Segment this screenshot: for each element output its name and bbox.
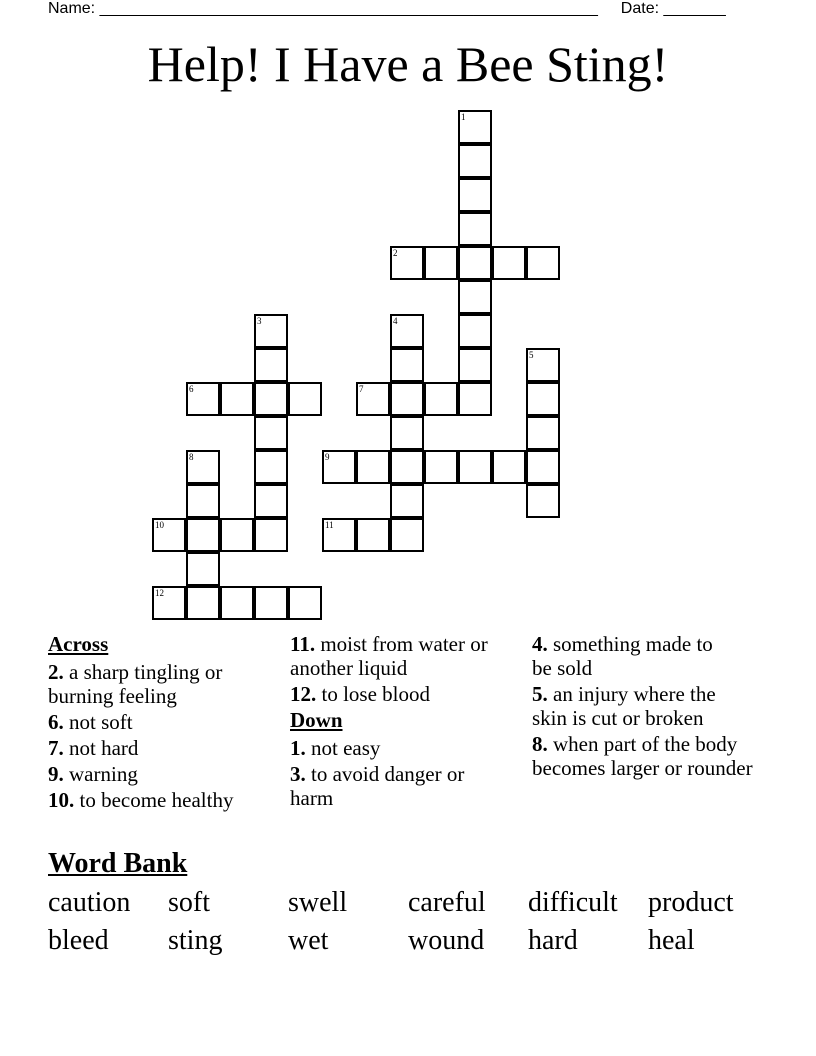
crossword-cell[interactable]: [526, 348, 560, 382]
crossword-cell[interactable]: [254, 586, 288, 620]
crossword-cell[interactable]: [458, 314, 492, 348]
crossword-cell[interactable]: [458, 212, 492, 246]
clue-across-11: 11. moist from water or another liquid: [290, 632, 488, 680]
crossword-cell[interactable]: [152, 518, 186, 552]
down-heading: Down: [290, 708, 343, 732]
crossword-cell[interactable]: [186, 450, 220, 484]
crossword-cell[interactable]: [254, 484, 288, 518]
crossword-cell[interactable]: [458, 382, 492, 416]
clue-number: 5: [529, 350, 534, 360]
clue-number: 6: [189, 384, 194, 394]
crossword-cell[interactable]: [390, 348, 424, 382]
word-bank-title: Word Bank: [48, 848, 188, 879]
crossword-cell[interactable]: [390, 416, 424, 450]
clue-across-9: 9. warning: [48, 762, 138, 786]
word-bank-word: caution: [48, 887, 131, 918]
crossword-cell[interactable]: [186, 552, 220, 586]
word-bank-word: careful: [408, 887, 486, 918]
clue-number: 11: [325, 520, 334, 530]
crossword-cell[interactable]: [458, 246, 492, 280]
name-blank[interactable]: ________________________________________________________: [99, 0, 598, 17]
word-bank-word: wound: [408, 925, 485, 956]
crossword-cell[interactable]: [186, 586, 220, 620]
word-bank-word: difficult: [528, 887, 618, 918]
crossword-cell[interactable]: [322, 518, 356, 552]
clue-number: 9: [325, 452, 330, 462]
page-title: Help! I Have a Bee Sting!: [147, 36, 669, 92]
crossword-cell[interactable]: [186, 484, 220, 518]
crossword-cell[interactable]: [390, 518, 424, 552]
crossword-cell[interactable]: [322, 450, 356, 484]
crossword-cell[interactable]: [526, 484, 560, 518]
crossword-cell[interactable]: [356, 518, 390, 552]
crossword-cell[interactable]: [152, 586, 186, 620]
crossword-cell[interactable]: [424, 246, 458, 280]
crossword-cell[interactable]: [254, 416, 288, 450]
crossword-cell[interactable]: [356, 382, 390, 416]
crossword-cell[interactable]: [492, 450, 526, 484]
word-bank-word: product: [648, 887, 734, 918]
clue-number: 4: [393, 316, 398, 326]
word-bank-word: soft: [168, 887, 210, 918]
crossword-cell[interactable]: [526, 246, 560, 280]
crossword-cell[interactable]: [186, 518, 220, 552]
word-bank-word: bleed: [48, 925, 109, 956]
clues-column-1: [48, 632, 280, 814]
crossword-cell[interactable]: [526, 450, 560, 484]
clue-down-1: 1. not easy: [290, 736, 381, 760]
clues-column-2: [290, 632, 512, 812]
crossword-cell[interactable]: [390, 450, 424, 484]
crossword-cell[interactable]: [254, 382, 288, 416]
clue-number: 2: [393, 248, 398, 258]
word-bank-word: wet: [288, 925, 329, 956]
clue-across-2: 2. a sharp tingling or burning feeling: [48, 660, 223, 708]
word-bank-row: [48, 884, 768, 922]
crossword-cell[interactable]: [492, 246, 526, 280]
word-bank-word: sting: [168, 925, 223, 956]
crossword-cell[interactable]: [220, 382, 254, 416]
clue-number: 1: [461, 112, 466, 122]
date-label: Date:: [620, 0, 660, 17]
crossword-cell[interactable]: [356, 450, 390, 484]
clue-down-3: 3. to avoid danger or harm: [290, 762, 465, 810]
clue-down-4: 4. something made to be sold: [532, 632, 713, 680]
crossword-cell[interactable]: [390, 484, 424, 518]
crossword-cell[interactable]: [186, 382, 220, 416]
word-bank-word: heal: [648, 925, 695, 956]
name-label: Name:: [48, 0, 96, 17]
crossword-cell[interactable]: [220, 518, 254, 552]
clue-number: 8: [189, 452, 194, 462]
clue-across-7: 7. not hard: [48, 736, 139, 760]
clue-across-12: 12. to lose blood: [290, 682, 430, 706]
crossword-cell[interactable]: [424, 382, 458, 416]
crossword-cell[interactable]: [458, 280, 492, 314]
crossword-cell[interactable]: [288, 586, 322, 620]
clue-across-10: 10. to become healthy: [48, 788, 234, 812]
clue-down-8: 8. when part of the body becomes larger or rounder: [532, 732, 753, 780]
word-bank-word: hard: [528, 925, 578, 956]
crossword-cell[interactable]: [458, 178, 492, 212]
date-blank[interactable]: _______: [663, 0, 726, 17]
clues-column-3: [532, 632, 772, 782]
crossword-cell[interactable]: [458, 348, 492, 382]
clue-number: 12: [155, 588, 164, 598]
crossword-cell[interactable]: [526, 416, 560, 450]
crossword-cell[interactable]: [458, 110, 492, 144]
clue-number: 7: [359, 384, 364, 394]
clue-across-6: 6. not soft: [48, 710, 133, 734]
clue-number: 10: [155, 520, 164, 530]
crossword-cell[interactable]: [526, 382, 560, 416]
crossword-cell[interactable]: [288, 382, 322, 416]
crossword-cell[interactable]: [220, 586, 254, 620]
crossword-cell[interactable]: [390, 382, 424, 416]
crossword-cell[interactable]: [390, 246, 424, 280]
clue-number: 3: [257, 316, 262, 326]
word-bank-word: swell: [288, 887, 348, 918]
across-heading: Across: [48, 632, 109, 656]
crossword-cell[interactable]: [458, 144, 492, 178]
crossword-cell[interactable]: [254, 348, 288, 382]
crossword-cell[interactable]: [424, 450, 458, 484]
word-bank-row: [48, 922, 768, 960]
crossword-cell[interactable]: [254, 518, 288, 552]
crossword-cell[interactable]: [390, 314, 424, 348]
crossword-cell[interactable]: [254, 450, 288, 484]
crossword-cell[interactable]: [458, 450, 492, 484]
crossword-cell[interactable]: [254, 314, 288, 348]
clue-down-5: 5. an injury where the skin is cut or broken: [532, 682, 716, 730]
word-bank: [48, 884, 768, 960]
